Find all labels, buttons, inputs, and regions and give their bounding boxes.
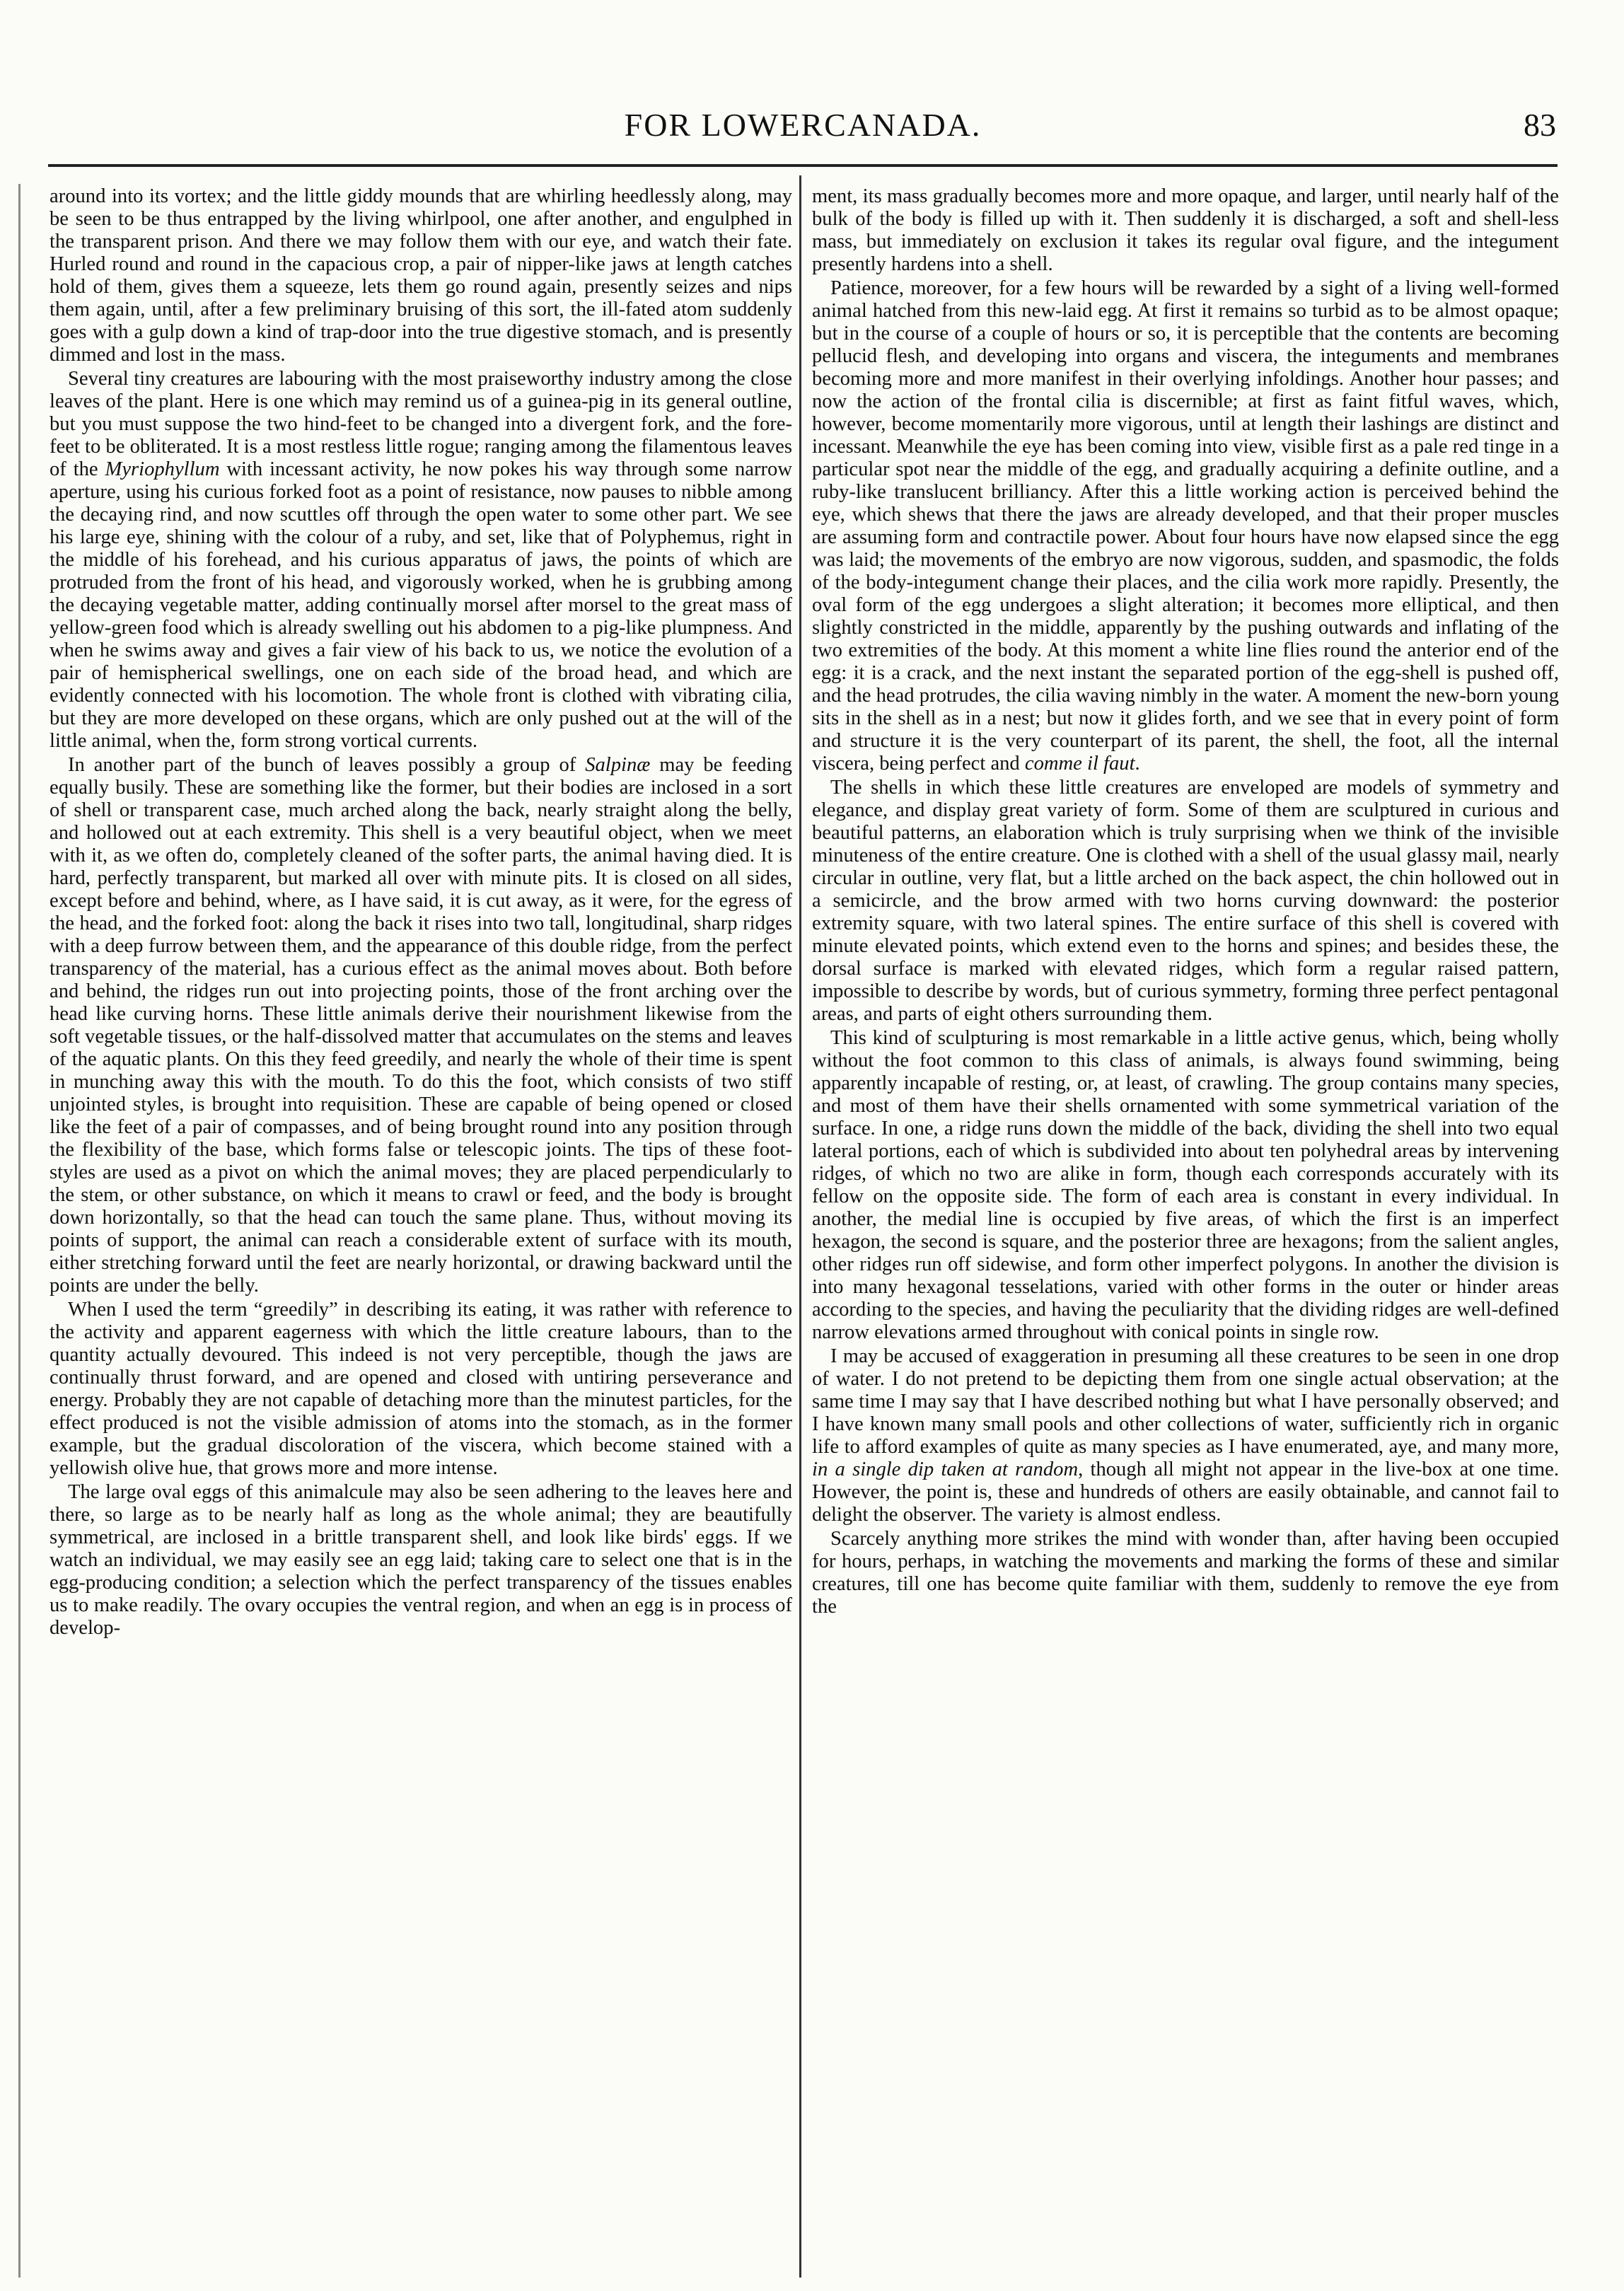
page-edge-rule [18,184,21,2278]
left-column [50,185,792,2279]
right-column [812,185,1559,2279]
column-divider [799,175,801,2278]
running-title: FOR LOWERCANADA. [624,107,982,143]
paragraph: Several tiny creatures are labouring with the most praiseworthy industry among the close leaves of the plant. Here is one which may remind us of a guinea-pig in its general outline, but you must suppose the two hind-feet to be changed into a divergent fork, and the fore-feet to be obliterated. It is a most restless little rogue; ranging among the filamentous leaves of the Myriophyllum with incessant activity, he now pokes his way through some narrow aperture, using his curious forked foot as a point of resistance, now pauses to nibble among the decaying rind, and now scuttles off through the open water to some other part. We see his large eye, shining with the colour of a ruby, and set, like that of Polyphemus, right in the middle of his forehead, and his curious apparatus of jaws, the points of which are protruded from the front of his head, and vigorously worked, when he is grubbing among the decaying vegetable matter, adding continually morsel after morsel to the great mass of yellow-green food which is already swelling out his abdomen to a pig-like plumpness. And when he swims away and gives a fair view of his back to us, we notice the evolution of a pair of hemispherical swellings, one on each side of the broad head, and which are evidently connected with his locomotion. The whole front is clothed with vibrating cilia, but they are more developed on these organs, which are only pushed out at the will of the little animal, when the, form strong vortical currents. [50,368,792,752]
paragraph: Scarcely anything more strikes the mind with wonder than, after having been occupied for hours, perhaps, in watching the movements and marking the forms of these and similar creatures, till one has become quite familiar with them, suddenly to remove the eye from the [812,1528,1559,1618]
paragraph: around into its vortex; and the little giddy mounds that are whirling heedlessly along, may be seen to be thus entrapped by the living whirlpool, one after another, and engulphed in the transparent prison. And there we may follow them with our eye, and watch their fate. Hurled round and round in the capacious crop, a pair of nipper-like jaws at length catches hold of them, gives them a squeeze, lets them go round again, presently seizes and nips them again, until, after a few preliminary bruising of this sort, the ill-fated atom suddenly goes with a gulp down a kind of trap-door into the true digestive stomach, and is presently dimmed and lost in the mass. [50,185,792,366]
paragraph: Patience, moreover, for a few hours will be rewarded by a sight of a living well-formed animal hatched from this new-laid egg. At first it remains so turbid as to be almost opaque; but in the course of a couple of hours or so, it is perceptible that the contents are becoming pellucid flesh, and developing into organs and viscera, the integuments and membranes becoming more and more manifest in their overlying infoldings. Another hour passes; and now the action of the frontal cilia is discernible; at first as faint fitful waves, which, however, become momentarily more vigorous, until at length their lashings are distinct and incessant. Meanwhile the eye has been coming into view, visible first as a pale red tinge in a particular spot near the middle of the egg, and gradually acquiring a definite outline, and a ruby-like translucent brilliancy. After this a little working action is perceived behind the eye, which shews that there the jaws are already developed, and that their proper muscles are assuming form and contractile power. About four hours have now elapsed since the egg was laid; the movements of the embryo are now vigorous, sudden, and spasmodic, the folds of the body-integument change their places, and the cilia work more rapidly. Presently, the oval form of the egg undergoes a slight alteration; it becomes more elliptical, and then slightly constricted in the middle, apparently by the pushing outwards and inflating of the two extremities of the body. At this moment a white line flies round the anterior end of the egg: it is a crack, and the next instant the separated portion of the egg-shell is pushed off, and the head protrudes, the cilia waving nimbly in the water. A moment the new-born young sits in the shell as in a nest; but now it glides forth, and we see that in every point of form and structure it is the very counterpart of its parent, the shell, the foot, all the internal viscera, being perfect and comme il faut. [812,277,1559,775]
paragraph: In another part of the bunch of leaves possibly a group of Salpinæ may be feeding equally busily. These are something like the former, but their bodies are inclosed in a sort of shell or transparent case, much arched along the back, nearly straight along the belly, and hollowed out at each extremity. This shell is a very beautiful object, when we meet with it, as we often do, completely cleaned of the softer parts, the animal having died. It is hard, perfectly transparent, but marked all over with minute pits. It is closed on all sides, except before and behind, where, as I have said, it is cut away, as it were, for the egress of the head, and the forked foot: along the back it rises into two tall, longitudinal, sharp ridges with a deep furrow between them, and the appearance of this double ridge, from the perfect transparency of the material, has a curious effect as the animal moves about. Both before and behind, the ridges run out into projecting points, those of the front arching over the head like curving horns. These little animals derive their nourishment likewise from the soft vegetable tissues, or the half-dissolved matter that accumulates on the stems and leaves of the aquatic plants. On this they feed greedily, and nearly the whole of their time is spent in munching away this with the mouth. To do this the foot, which consists of two stiff unjointed styles, is brought into requisition. These are capable of being opened or closed like the feet of a pair of compasses, and of being brought round into any position through the flexibility of the base, which forms false or telescopic joints. The tips of these foot-styles are used as a pivot on which the animal moves; they are placed perpendicularly to the stem, or other substance, on which it means to crawl or feed, and the body is brought down horizontally, so that the head can touch the same plane. Thus, without moving its points of support, the animal can reach a considerable extent of surface with its mouth, either stretching forward until the feet are nearly horizontal, or drawing backward until the points are under the belly. [50,754,792,1297]
paragraph: When I used the term “greedily” in describing its eating, it was rather with reference to the activity and apparent eagerness with which the little creature labours, than to the quantity actually devoured. This indeed is not very perceptible, though the jaws are continually thrust forward, and are opened and closed with untiring perseverance and energy. Probably they are not capable of detaching more than the minutest particles, for the effect produced is not the visible admission of atoms into the stomach, as in the former example, but the gradual discoloration of the viscera, which become stained with a yellowish olive hue, that grows more and more intense. [50,1299,792,1479]
paragraph: ment, its mass gradually becomes more and more opaque, and larger, until nearly half of the bulk of the body is filled up with it. Then suddenly it is discharged, a soft and shell-less mass, but immediately on exclusion it takes its regular oval figure, and the integument presently hardens into a shell. [812,185,1559,275]
paragraph: The shells in which these little creatures are enveloped are models of symmetry and elegance, and display great variety of form. Some of them are sculptured in curious and beautiful patterns, an elaboration which is truly surprising when we think of the invisible minuteness of the entire creature. One is clothed with a shell of the usual glassy mail, nearly circular in outline, very flat, but a little arched on the back aspect, the chin hollowed out in a semicircle, and the brow armed with two horns curving downward: the posterior extremity square, with two lateral spines. The entire surface of this shell is covered with minute elevated points, which extend even to the horns and spines; and besides these, the dorsal surface is marked with elevated ridges, which form a regular raised pattern, impossible to describe by words, but of curious symmetry, forming three perfect pentagonal areas, and parts of eight others surrounding them. [812,777,1559,1025]
page-header [50,106,1556,163]
page-number: 83 [1524,107,1556,143]
paragraph: I may be accused of exaggeration in presuming all these creatures to be seen in one drop of water. I do not pretend to be depicting them from one single actual observation; at the same time I may say that I have described nothing but what I have personally observed; and I have known many small pools and other collections of water, sufficiently rich in organic life to afford examples of quite as many species as I have enumerated, aye, and many more, in a single dip taken at random, though all might not appear in the live-box at one time. However, the point is, these and hundreds of others are easily obtainable, and cannot fail to delight the observer. The variety is almost endless. [812,1345,1559,1526]
header-rule [48,164,1558,167]
paragraph: The large oval eggs of this animalcule may also be seen adhering to the leaves here and there, so large as to be nearly half as long as the whole animal; they are beautifully symmetrical, are inclosed in a brittle transparent shell, and look like birds' eggs. If we watch an individual, we may easily see an egg laid; taking care to select one that is in the egg-producing condition; a selection which the perfect transparency of the tissues enables us to make readily. The ovary occupies the ventral region, and when an egg is in process of develop- [50,1481,792,1639]
paragraph: This kind of sculpturing is most remarkable in a little active genus, which, being wholly without the foot common to this class of animals, is always found swimming, being apparently incapable of resting, or, at least, of crawling. The group contains many species, and most of them have their shells ornamented with some symmetrical variation of the surface. In one, a ridge runs down the middle of the back, dividing the shell into two equal lateral portions, each of which is subdivided into about ten polyhedral areas by intervening ridges, of which no two are alike in form, though each corresponds accurately with its fellow on the opposite side. The form of each area is constant in every individual. In another, the medial line is occupied by five areas, of which the first is an imperfect hexagon, the second is square, and the posterior three are hexagons; from the salient angles, other ridges run off sidewise, and form other imperfect polygons. In another the division is into many hexagonal tesselations, varied with other forms in the outer or hinder areas according to the species, and having the peculiarity that the dividing ridges are well-defined narrow elevations armed throughout with conical points in single row. [812,1027,1559,1343]
